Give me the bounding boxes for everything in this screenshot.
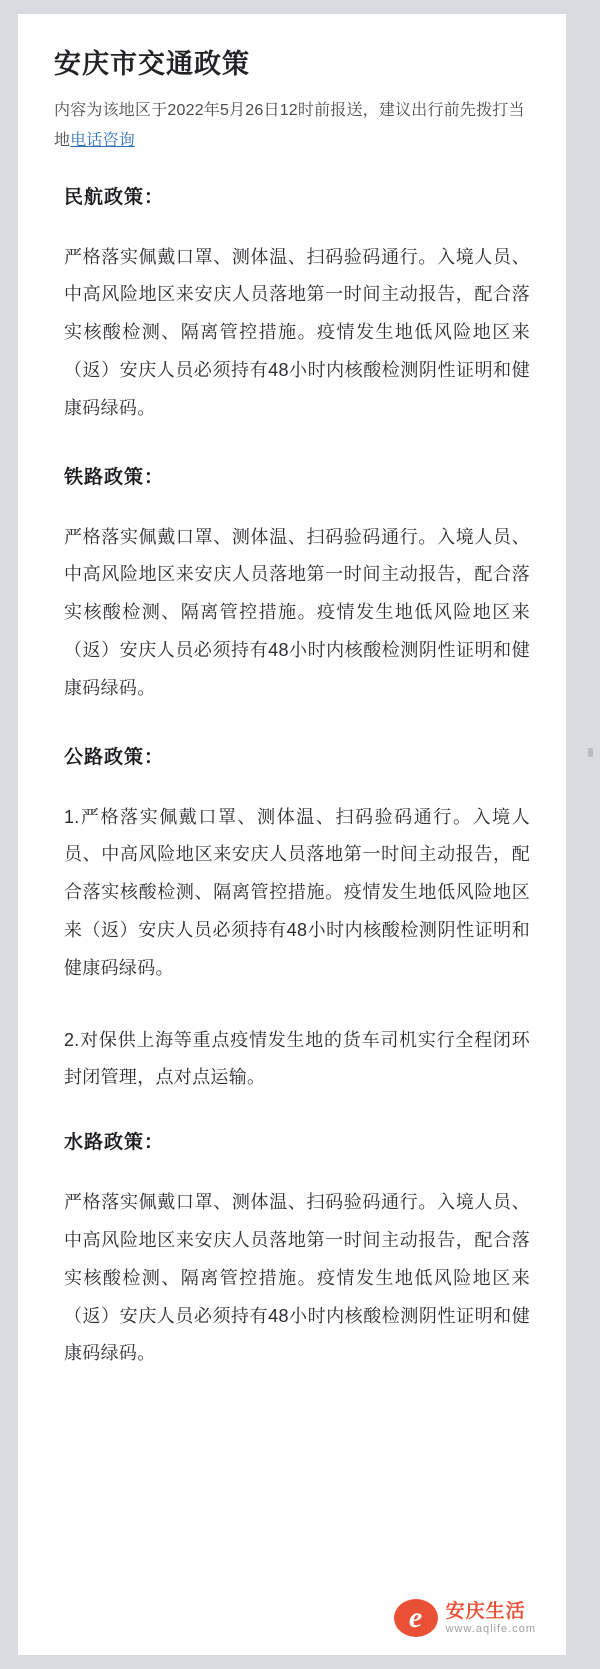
phone-consult-link[interactable]: 电话咨询 bbox=[70, 131, 136, 149]
section-heading: 公路政策： bbox=[64, 746, 165, 768]
article-content bbox=[18, 14, 566, 1373]
section-paragraph: 2.对保供上海等重点疫情发生地的货车司机实行全程闭环封闭管理，点对点运输。 bbox=[64, 1029, 530, 1088]
section-waterway bbox=[54, 1127, 530, 1373]
article-page bbox=[18, 14, 566, 1655]
section-air bbox=[54, 182, 530, 428]
watermark bbox=[394, 1599, 536, 1637]
section-heading: 水路政策： bbox=[64, 1132, 165, 1154]
section-paragraph: 严格落实佩戴口罩、测体温、扫码验码通行。入境人员、中高风险地区来安庆人员落地第一时间主动报告，配合落实核酸检测、隔离管控措施。疫情发生地低风险地区来（返）安庆人员必须持有48小时内核酸检测阴性证明和健康码绿码。 bbox=[64, 1192, 530, 1364]
section-heading: 民航政策： bbox=[64, 186, 165, 208]
page-title: 安庆市交通政策 bbox=[54, 49, 250, 79]
section-paragraph: 严格落实佩戴口罩、测体温、扫码验码通行。入境人员、中高风险地区来安庆人员落地第一时间主动报告，配合落实核酸检测、隔离管控措施。疫情发生地低风险地区来（返）安庆人员必须持有48小时内核酸检测阴性证明和健康码绿码。 bbox=[64, 246, 530, 418]
section-heading: 铁路政策： bbox=[64, 466, 165, 488]
article-subtitle bbox=[54, 96, 530, 155]
watermark-url: www.aqlife.com bbox=[445, 1622, 536, 1635]
subtitle-text: 内容为该地区于2022年5月26日12时前报送，建议出行前先拨打当地 bbox=[54, 102, 525, 149]
scrollbar-thumb[interactable] bbox=[588, 748, 593, 757]
section-rail bbox=[54, 462, 530, 708]
watermark-name: 安庆生活 bbox=[445, 1600, 526, 1622]
watermark-text bbox=[446, 1601, 536, 1635]
section-paragraph: 1.严格落实佩戴口罩、测体温、扫码验码通行。入境人员、中高风险地区来安庆人员落地第一时间主动报告，配合落实核酸检测、隔离管控措施。疫情发生地低风险地区来（返）安庆人员必须持有48小时内核酸检测阴性证明和健康码绿码。 bbox=[64, 806, 530, 978]
section-paragraph: 严格落实佩戴口罩、测体温、扫码验码通行。入境人员、中高风险地区来安庆人员落地第一时间主动报告，配合落实核酸检测、隔离管控措施。疫情发生地低风险地区来（返）安庆人员必须持有48小时内核酸检测阴性证明和健康码绿码。 bbox=[64, 526, 530, 698]
brand-logo-icon: e bbox=[394, 1599, 438, 1637]
section-highway bbox=[54, 742, 530, 1098]
